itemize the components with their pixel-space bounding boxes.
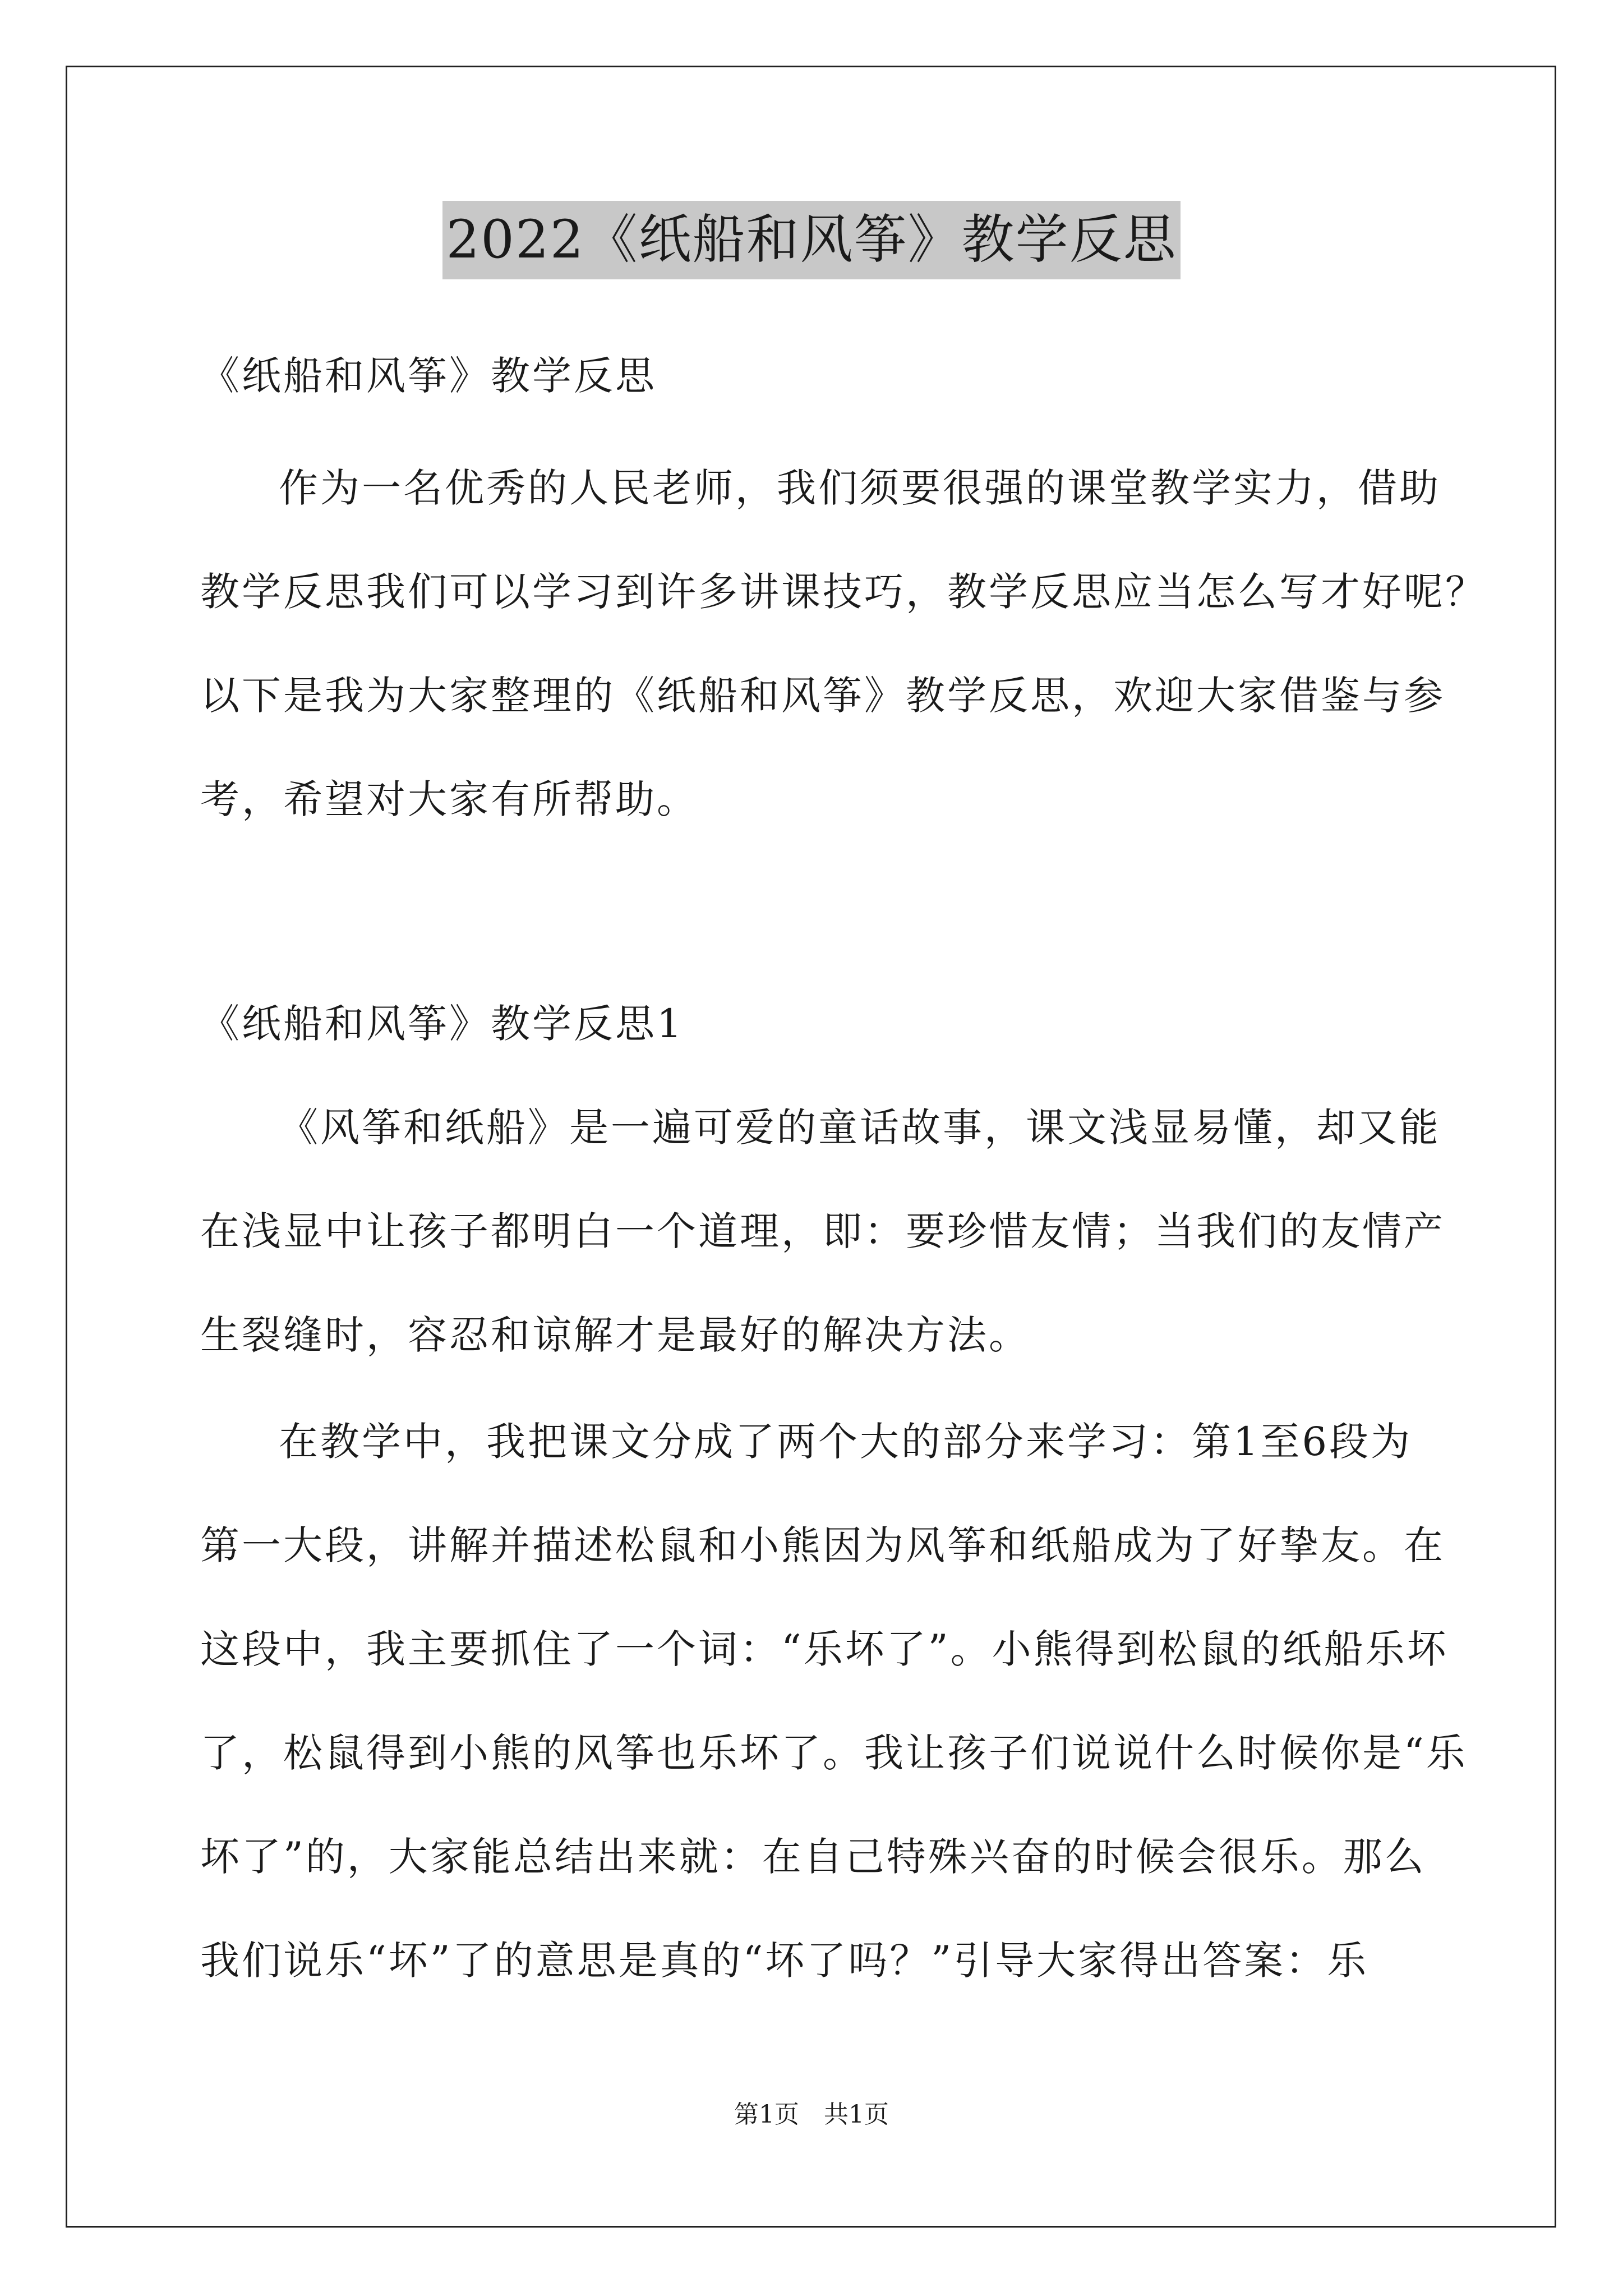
- intro-line: 作为一名优秀的人民老师，我们须要很强的课堂教学实力，借助: [279, 465, 1441, 511]
- paragraph-line: 生裂缝时，容忍和谅解才是最好的解决方法。: [200, 1312, 1030, 1358]
- paragraph-line: 我们说乐“坏”了的意思是真的“坏了吗？”引导大家得出答案：乐: [200, 1938, 1369, 1984]
- intro-line: 教学反思我们可以学习到许多讲课技巧，教学反思应当怎么写才好呢？: [200, 569, 1487, 615]
- paragraph-line: 《风筝和纸船》是一遍可爱的童话故事，课文浅显易懂，却又能: [279, 1105, 1441, 1151]
- document-title: 2022《纸船和风筝》教学反思: [442, 201, 1180, 279]
- document-subtitle: 《纸船和风筝》教学反思: [200, 353, 657, 399]
- title-container: [0, 201, 1623, 279]
- paragraph-line: 在教学中，我把课文分成了两个大的部分来学习：第1至6段为: [279, 1419, 1413, 1465]
- paragraph-line: 第一大段，讲解并描述松鼠和小熊因为风筝和纸船成为了好挚友。在: [200, 1522, 1445, 1568]
- paragraph-line: 这段中，我主要抓住了一个词：“乐坏了”。小熊得到松鼠的纸船乐坏: [200, 1626, 1449, 1672]
- intro-line: 考，希望对大家有所帮助。: [200, 776, 698, 822]
- paragraph-line: 了，松鼠得到小熊的风筝也乐坏了。我让孩子们说说什么时候你是“乐: [200, 1730, 1468, 1776]
- paragraph-line: 在浅显中让孩子都明白一个道理，即：要珍惜友情；当我们的友情产: [200, 1208, 1445, 1254]
- section-heading: 《纸船和风筝》教学反思1: [200, 1001, 684, 1047]
- page-footer: 第1页 共1页: [734, 2100, 889, 2129]
- intro-line: 以下是我为大家整理的《纸船和风筝》教学反思，欢迎大家借鉴与参: [200, 673, 1445, 719]
- paragraph-line: 坏了”的，大家能总结出来就：在自己特殊兴奋的时候会很乐。那么: [200, 1834, 1426, 1880]
